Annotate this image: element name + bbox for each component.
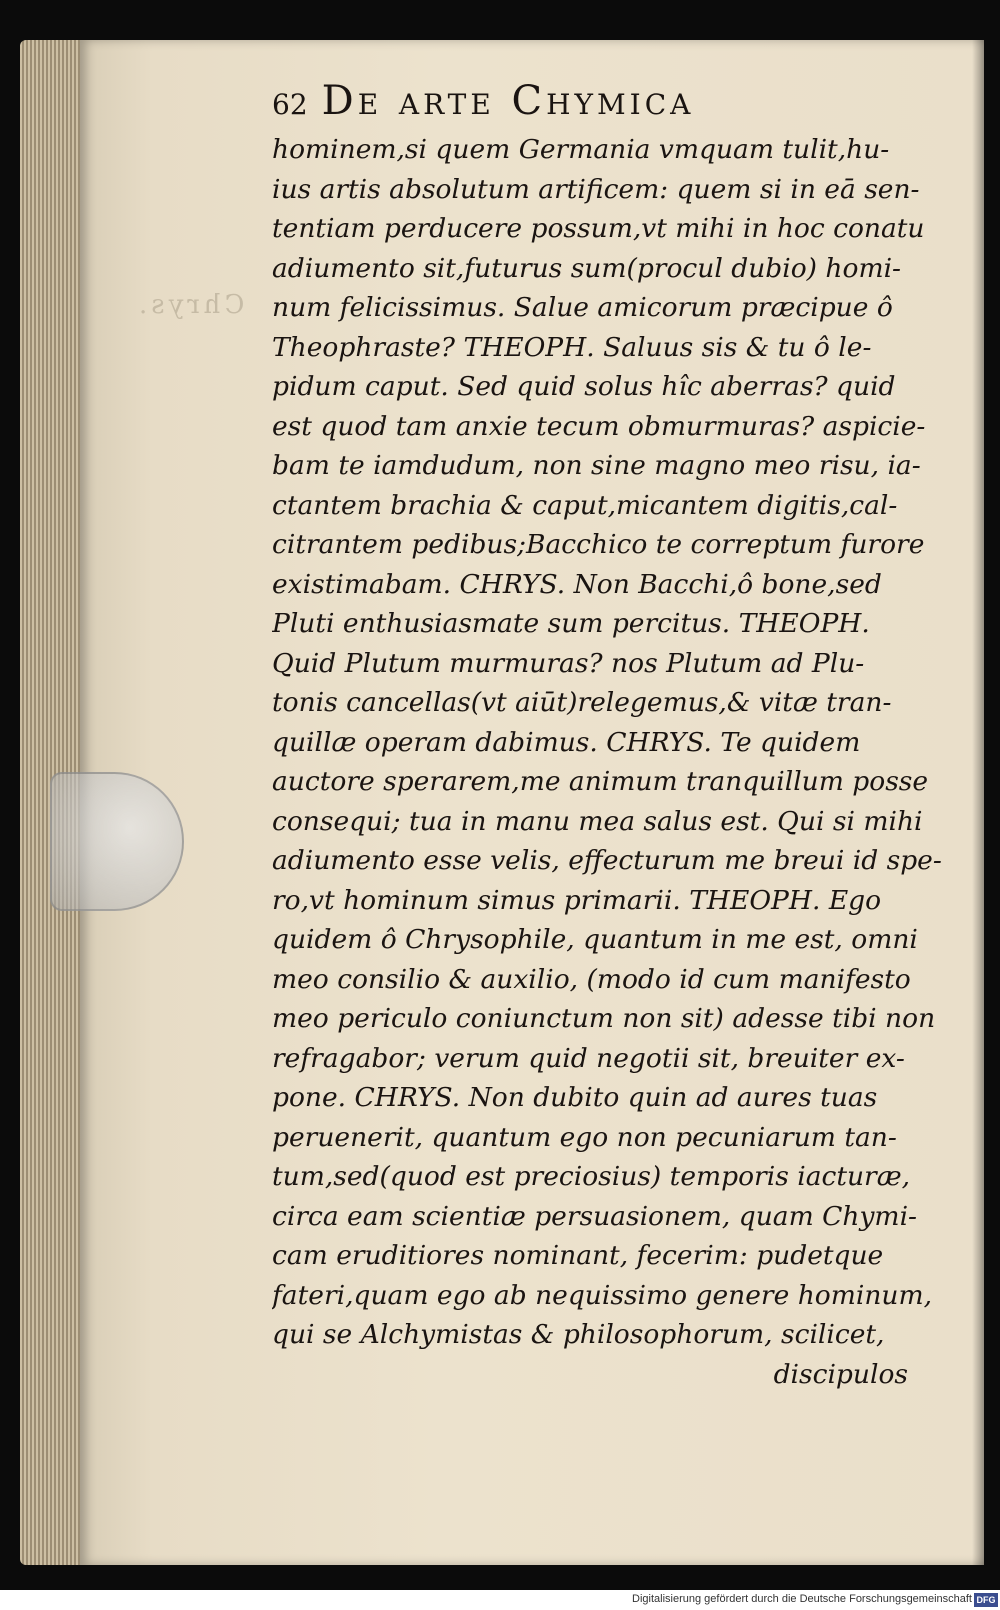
text-line: quillæ operam dabimus. CHRYS. Te quidem [272, 726, 861, 758]
catchword: discipulos [773, 1358, 908, 1390]
text-line: peruenerit, quantum ego non pecuniarum tan- [272, 1121, 897, 1153]
bleed-through-text: Chrys. [135, 290, 245, 320]
digitization-credit: Digitalisierung gefördert durch die Deutsche Forschungsgemeinschaft [632, 1593, 972, 1605]
text-line: circa eam scientiæ persuasionem, quam Chymi- [272, 1200, 917, 1232]
text-line: quidem ô Chrysophile, quantum in me est, omni [272, 924, 918, 955]
dfg-logo: DFG [974, 1593, 998, 1607]
text-line: adiumento sit,futurus sum(procul dubio) homi- [272, 252, 901, 284]
text-line: meo periculo coniunctum non sit) adesse tibi non [272, 1003, 936, 1034]
text-line: fateri,quam ego ab nequissimo genere hominum, [272, 1279, 933, 1311]
text-line: citrantem pedibus;Bacchico te correptum furore [272, 529, 925, 560]
page-clip [50, 772, 184, 911]
page-header [272, 78, 942, 130]
text-line: Quid Plutum murmuras? nos Plutum ad Plu- [272, 647, 865, 679]
running-title: De arte Chymica [321, 78, 695, 124]
text-line: consequi; tua in manu mea salus est. Qui si mihi [272, 805, 923, 837]
text-line: qui se Alchymistas & philosophorum, scilicet, [272, 1319, 885, 1350]
page-shadow [972, 40, 984, 1565]
text-line: meo consilio & auxilio, (modo id cum manifesto [272, 963, 911, 995]
text-line: cam eruditiores nominant, fecerim: pudetque [272, 1240, 884, 1271]
page-number: 62 [272, 88, 308, 121]
footer-bar [0, 1590, 1000, 1610]
text-line: bam te iamdudum, non sine magno meo risu, ia- [272, 450, 921, 481]
text-line: Theophraste? THEOPH. Saluus sis & tu ô le- [272, 331, 872, 363]
text-line: Pluti enthusiasmate sum percitus. THEOPH. [272, 608, 870, 639]
text-line: refragabor; verum quid negotii sit, breuiter ex- [272, 1042, 905, 1074]
text-line: ius artis absolutum artificem: quem si in eā sen- [272, 173, 920, 205]
text-line: ctantem brachia & caput,micantem digitis,cal- [272, 489, 898, 521]
text-line: hominem,si quem Germania vmquam tulit,hu- [272, 134, 890, 165]
text-line: tonis cancellas(vt aiūt)relegemus,& vitæ tran- [272, 687, 892, 718]
text-line: auctore sperarem,me animum tranquillum posse [272, 766, 929, 797]
text-line: tum,sed(quod est preciosius) temporis iacturæ, [272, 1161, 911, 1192]
text-line: pidum caput. Sed quid solus hîc aberras? quid [272, 371, 896, 402]
text-line: est quod tam anxie tecum obmurmuras? aspicie- [272, 410, 926, 442]
text-line: num felicissimus. Salue amicorum præcipue ô [272, 292, 893, 323]
text-line: ro,vt hominum simus primarii. THEOPH. Ego [272, 884, 882, 916]
text-line: pone. CHRYS. Non dubito quin ad aures tuas [272, 1082, 878, 1113]
text-line: tentiam perducere possum,vt mihi in hoc conatu [272, 213, 925, 244]
text-block [272, 78, 942, 1394]
text-line: adiumento esse velis, effecturum me breui id spe- [272, 845, 942, 876]
text-line: existimabam. CHRYS. Non Bacchi,ô bone,sed [272, 568, 882, 600]
